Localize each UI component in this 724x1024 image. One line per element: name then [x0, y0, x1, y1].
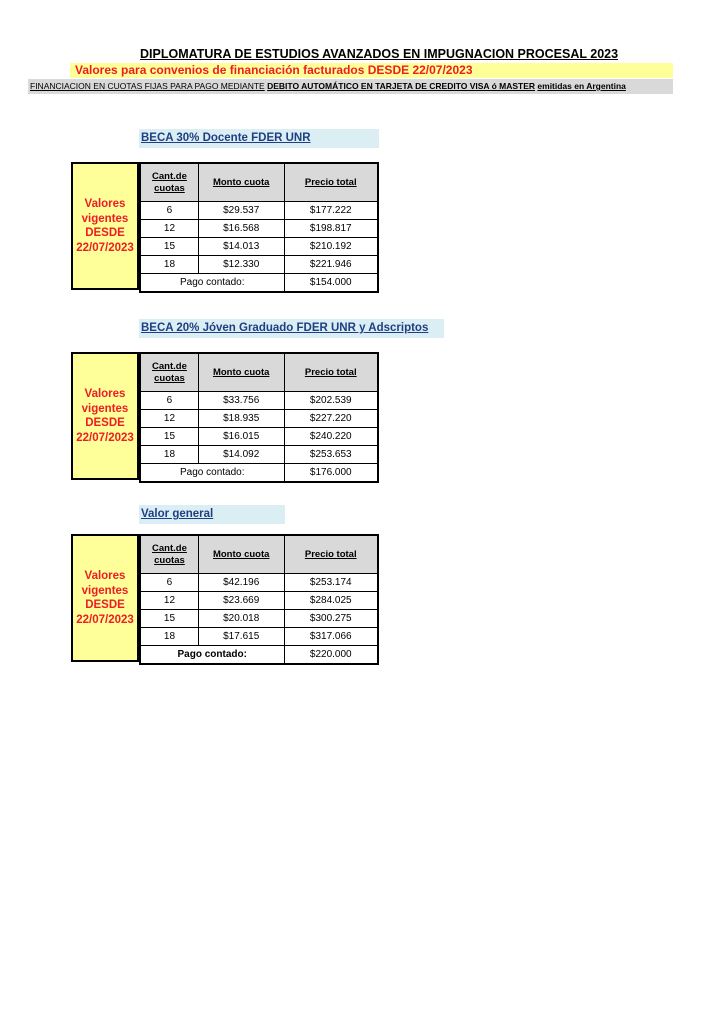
vigentes-line: Valores — [84, 388, 126, 400]
financing-note-suffix: emitidas en Argentina — [537, 81, 626, 91]
cell-monto: $14.013 — [198, 238, 284, 256]
table-row — [140, 610, 378, 628]
document-title: DIPLOMATURA DE ESTUDIOS AVANZADOS EN IMPUGNACION PROCESAL 2023 — [140, 47, 619, 61]
table-row — [140, 256, 378, 274]
cell-monto: $23.669 — [198, 592, 284, 610]
table-row — [140, 446, 378, 464]
col-header-monto: Monto cuota — [198, 353, 284, 392]
table-row — [140, 220, 378, 238]
cell-cuotas: 18 — [140, 256, 198, 274]
cell-monto: $20.018 — [198, 610, 284, 628]
vigentes-line: Valores — [84, 198, 126, 210]
price-table — [139, 352, 379, 483]
cell-total: $177.222 — [284, 202, 378, 220]
contado-row — [140, 274, 378, 293]
financing-note-bold: DEBITO AUTOMÁTICO EN TARJETA DE CREDITO VISA ó MASTER — [267, 81, 536, 91]
cell-cuotas: 12 — [140, 592, 198, 610]
col-header-total: Precio total — [284, 353, 378, 392]
cell-total: $253.653 — [284, 446, 378, 464]
vigentes-line: DESDE — [85, 417, 125, 429]
cell-monto: $18.935 — [198, 410, 284, 428]
price-table — [139, 162, 379, 293]
col-header-total: Precio total — [284, 535, 378, 574]
cell-cuotas: 6 — [140, 202, 198, 220]
cell-monto: $29.537 — [198, 202, 284, 220]
contado-label: Pago contado: — [140, 646, 284, 665]
table-row — [140, 428, 378, 446]
vigentes-line: 22/07/2023 — [76, 241, 134, 254]
cell-cuotas: 18 — [140, 628, 198, 646]
cell-monto: $33.756 — [198, 392, 284, 410]
cell-total: $284.025 — [284, 592, 378, 610]
cell-cuotas: 15 — [140, 428, 198, 446]
cell-total: $227.220 — [284, 410, 378, 428]
vigentes-line: 22/07/2023 — [76, 613, 134, 626]
table-header-row — [140, 535, 378, 574]
table-row — [140, 410, 378, 428]
table-header-row — [140, 353, 378, 392]
financing-note — [28, 79, 673, 94]
cell-monto: $42.196 — [198, 574, 284, 592]
cell-cuotas: 12 — [140, 410, 198, 428]
contado-label: Pago contado: — [140, 464, 284, 483]
cell-total: $221.946 — [284, 256, 378, 274]
table-row — [140, 202, 378, 220]
vigentes-line: DESDE — [85, 227, 125, 239]
valores-vigentes-box — [71, 352, 139, 480]
table-row — [140, 574, 378, 592]
contado-label: Pago contado: — [140, 274, 284, 293]
table-row — [140, 592, 378, 610]
section-title-beca-20: BECA 20% Jóven Graduado FDER UNR y Adscriptos — [139, 319, 444, 338]
contado-row — [140, 464, 378, 483]
cell-cuotas: 18 — [140, 446, 198, 464]
col-header-total: Precio total — [284, 163, 378, 202]
col-header-monto: Monto cuota — [198, 535, 284, 574]
cell-monto: $12.330 — [198, 256, 284, 274]
cell-monto: $17.615 — [198, 628, 284, 646]
table-row — [140, 628, 378, 646]
cell-cuotas: 6 — [140, 392, 198, 410]
cell-total: $300.275 — [284, 610, 378, 628]
financing-note-prefix: FINANCIACION EN CUOTAS FIJAS PARA PAGO MEDIANTE — [30, 81, 265, 91]
cell-cuotas: 15 — [140, 610, 198, 628]
cell-monto: $16.568 — [198, 220, 284, 238]
valores-vigentes-box — [71, 162, 139, 290]
document-subtitle: Valores para convenios de financiación facturados DESDE 22/07/2023 — [70, 63, 673, 78]
vigentes-line: vigentes — [81, 584, 129, 597]
cell-cuotas: 6 — [140, 574, 198, 592]
contado-value: $154.000 — [284, 274, 378, 293]
vigentes-line: Valores — [84, 570, 126, 582]
col-header-cuotas: Cant.de cuotas — [140, 535, 198, 574]
contado-value: $176.000 — [284, 464, 378, 483]
cell-total: $317.066 — [284, 628, 378, 646]
cell-cuotas: 12 — [140, 220, 198, 238]
col-header-cuotas: Cant.de cuotas — [140, 353, 198, 392]
table-row — [140, 238, 378, 256]
vigentes-line: vigentes — [81, 402, 129, 415]
cell-monto: $16.015 — [198, 428, 284, 446]
cell-total: $202.539 — [284, 392, 378, 410]
table-row — [140, 392, 378, 410]
cell-total: $198.817 — [284, 220, 378, 238]
cell-monto: $14.092 — [198, 446, 284, 464]
section-title-valor-general: Valor general — [139, 505, 285, 524]
cell-cuotas: 15 — [140, 238, 198, 256]
cell-total: $210.192 — [284, 238, 378, 256]
cell-total: $240.220 — [284, 428, 378, 446]
vigentes-line: DESDE — [85, 599, 125, 611]
contado-value: $220.000 — [284, 646, 378, 665]
price-table — [139, 534, 379, 665]
col-header-cuotas: Cant.de cuotas — [140, 163, 198, 202]
col-header-monto: Monto cuota — [198, 163, 284, 202]
cell-total: $253.174 — [284, 574, 378, 592]
section-title-beca-30: BECA 30% Docente FDER UNR — [139, 129, 379, 148]
vigentes-line: vigentes — [81, 212, 129, 225]
vigentes-line: 22/07/2023 — [76, 431, 134, 444]
contado-row — [140, 646, 378, 665]
valores-vigentes-box — [71, 534, 139, 662]
table-header-row — [140, 163, 378, 202]
